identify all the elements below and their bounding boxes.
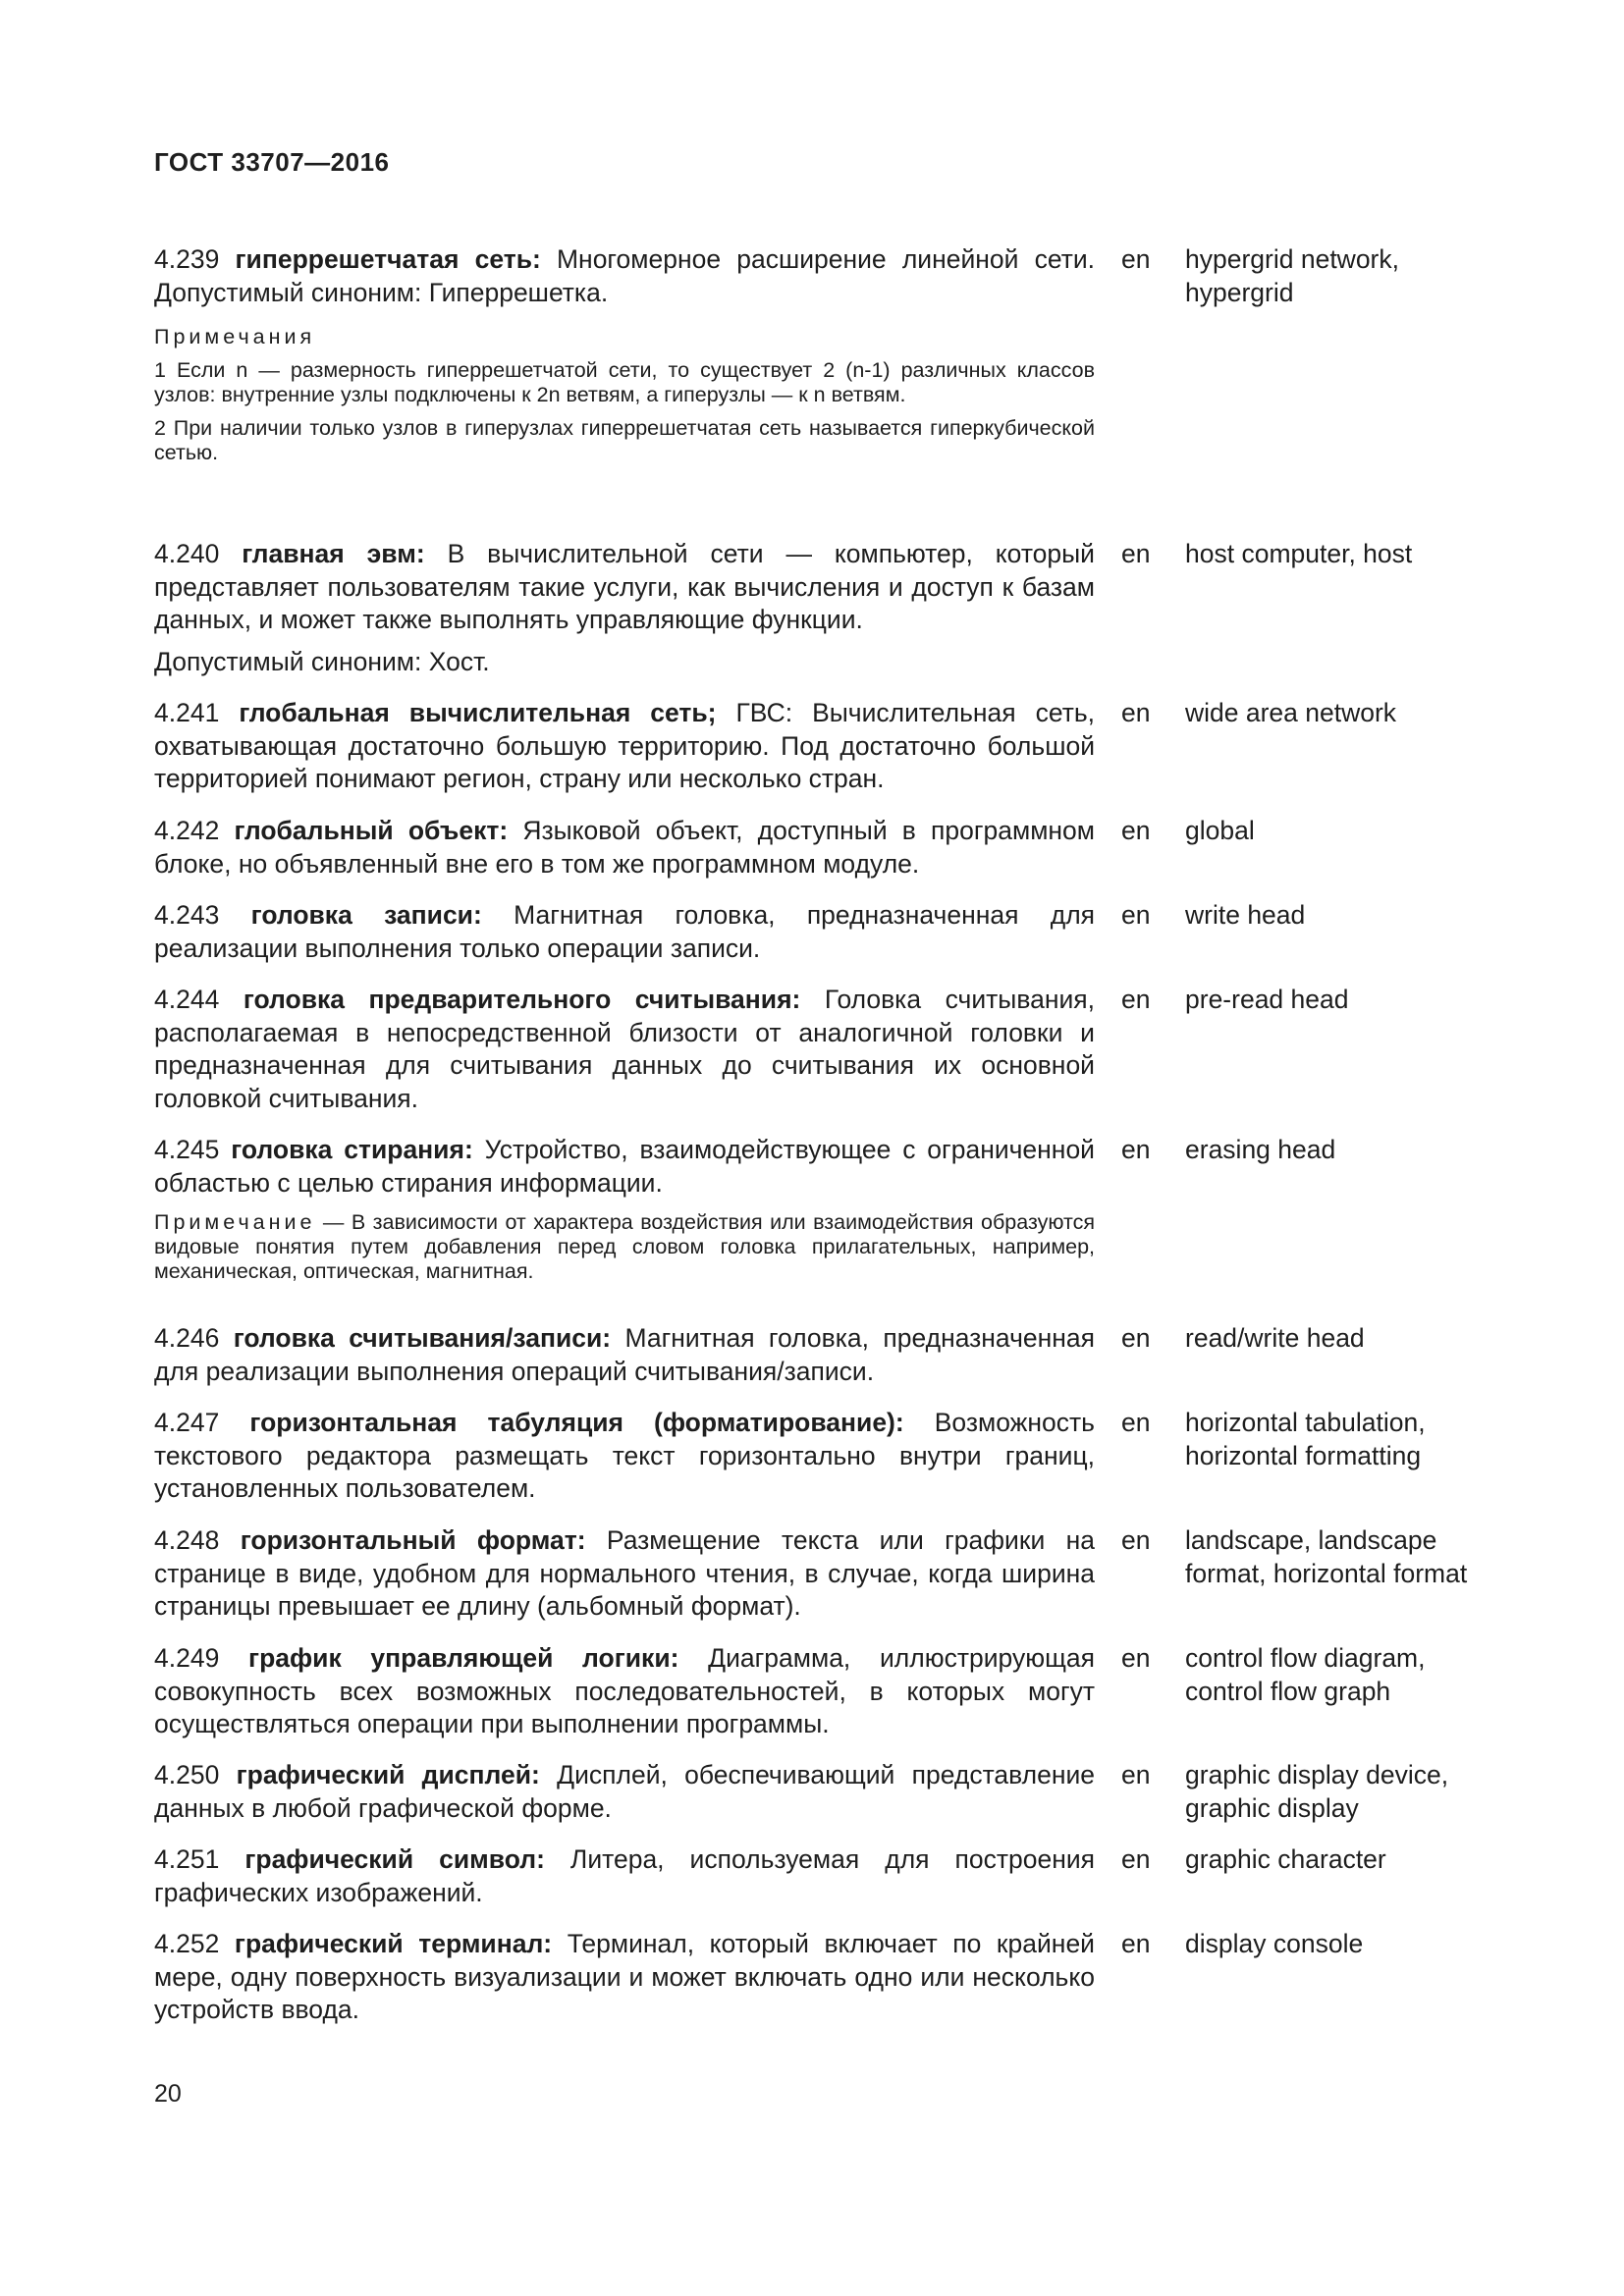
entry-definition-text: Литера, используемая для построения графических изображений. bbox=[154, 1844, 1095, 1907]
entry-definition-text: Магнитная головка, предназначенная для реализации выполнения только операции записи. bbox=[154, 900, 1096, 963]
entry-definition bbox=[154, 1759, 1095, 1825]
entry-en-term: horizontal tabulation, horizontal formatting bbox=[1185, 1408, 1426, 1470]
note-label: Примечание bbox=[154, 1210, 316, 1234]
entry-definition bbox=[154, 1642, 1095, 1741]
entry-notes bbox=[154, 325, 1095, 474]
entry-notes bbox=[154, 1210, 1095, 1293]
entry-lang: en bbox=[1121, 698, 1151, 727]
entry-term: графический символ: bbox=[244, 1844, 545, 1874]
entry-term: графический дисплей: bbox=[236, 1760, 540, 1789]
entry-definition-text: Терминал, который включает по крайней мере, одну поверхность визуализации и может включать одно или несколько устройств ввода. bbox=[154, 1929, 1095, 2024]
entry-en-term: graphic character bbox=[1185, 1844, 1386, 1874]
entry-definition-text: Языковой объект, доступный в программном блоке, но объявленный вне его в том же программном модуле. bbox=[154, 816, 1095, 879]
entry-definition bbox=[154, 243, 1095, 309]
entry-definition-text: Устройство, взаимодействующее с ограниченной областью с целью стирания информации. bbox=[154, 1135, 1095, 1198]
entry-number: 4.246 bbox=[154, 1323, 220, 1353]
entry-definition bbox=[154, 1322, 1095, 1388]
entry-lang: en bbox=[1121, 1135, 1151, 1164]
entry-definition bbox=[154, 899, 1095, 965]
entry-en-term: erasing head bbox=[1185, 1135, 1336, 1164]
entry-number: 4.239 bbox=[154, 244, 220, 274]
note-text: — В зависимости от характера воздействия или взаимодействия образуются видовые понятия путем добавления перед словом головка прилагательных, например, механическая, оптическая, магнитная. bbox=[154, 1210, 1095, 1283]
entry-lang: en bbox=[1121, 1525, 1151, 1555]
entry-term: главная эвм: bbox=[242, 539, 425, 568]
entry-definition bbox=[154, 1524, 1095, 1624]
entry-en-term: landscape, landscape format, horizontal format bbox=[1185, 1525, 1468, 1588]
entry-lang: en bbox=[1121, 816, 1151, 845]
entry-definition bbox=[154, 1134, 1095, 1200]
entry-definition bbox=[154, 815, 1095, 881]
entry-en-term: hypergrid network, hypergrid bbox=[1185, 244, 1399, 307]
note-item: 2 При наличии только узлов в гиперузлах гиперрешетчатая сеть называется гиперкубической сетью. bbox=[154, 416, 1095, 464]
note-item: 1 Если n — размерность гиперрешетчатой сети, то существует 2 (n-1) различных классов узлов: внутренние узлы подключены к 2n ветвям, а гиперузлы — к n ветвям. bbox=[154, 358, 1095, 406]
entry-number: 4.250 bbox=[154, 1760, 220, 1789]
entry-definition bbox=[154, 538, 1095, 678]
entry-definition bbox=[154, 1407, 1095, 1506]
entry-lang: en bbox=[1121, 1643, 1151, 1673]
entry-lang: en bbox=[1121, 1408, 1151, 1437]
entry-term: головка записи: bbox=[250, 900, 482, 930]
entry-definition-text: Диаграмма, иллюстрирующая совокупность всех возможных последовательностей, в которых могут осуществляться операции при выполнении программы. bbox=[154, 1643, 1095, 1738]
entry-en-term: read/write head bbox=[1185, 1323, 1365, 1353]
entry-number: 4.240 bbox=[154, 539, 220, 568]
page-number: 20 bbox=[154, 2080, 182, 2108]
entry-lang: en bbox=[1121, 244, 1151, 274]
entry-lang: en bbox=[1121, 900, 1151, 930]
notes-title: Примечания bbox=[154, 325, 316, 348]
entry-en-term: graphic display device, graphic display bbox=[1185, 1760, 1449, 1823]
entry-definition-text: В вычислительной сети — компьютер, который представляет пользователям такие услуги, как вычисления и доступ к базам данных, и может также выполнять управляющие функции. bbox=[154, 539, 1095, 634]
entry-term: графический терминал: bbox=[234, 1929, 553, 1958]
entry-definition bbox=[154, 1843, 1095, 1909]
entry-lang: en bbox=[1121, 985, 1151, 1014]
entry-definition bbox=[154, 697, 1095, 796]
entry-definition-text: Возможность текстового редактора размещать текст горизонтально внутри границ, установленных пользователем. bbox=[154, 1408, 1095, 1503]
entry-term: горизонтальный формат: bbox=[240, 1525, 586, 1555]
entry-number: 4.242 bbox=[154, 816, 220, 845]
entry-definition-text: Магнитная головка, предназначенная для реализации выполнения операций считывания/записи. bbox=[154, 1323, 1095, 1386]
entry-lang: en bbox=[1121, 539, 1151, 568]
entry-definition-text: Головка считывания, располагаемая в непосредственной близости от аналогичной головки и предназначенная для считывания данных до считывания их основной головкой считывания. bbox=[154, 985, 1095, 1113]
document-header: ГОСТ 33707—2016 bbox=[154, 147, 390, 177]
entry-lang: en bbox=[1121, 1929, 1151, 1958]
entry-number: 4.252 bbox=[154, 1929, 220, 1958]
entry-term: глобальная вычислительная сеть; bbox=[239, 698, 717, 727]
entry-synonym: Допустимый синоним: Хост. bbox=[154, 646, 490, 676]
entry-definition bbox=[154, 1928, 1095, 2027]
entry-number: 4.241 bbox=[154, 698, 220, 727]
entry-term: головка предварительного считывания: bbox=[243, 985, 801, 1014]
entry-en-term: host computer, host bbox=[1185, 539, 1413, 568]
entry-definition bbox=[154, 984, 1095, 1115]
entry-term: график управляющей логики: bbox=[248, 1643, 679, 1673]
entry-en-term: wide area network bbox=[1185, 698, 1397, 727]
entry-number: 4.248 bbox=[154, 1525, 220, 1555]
entry-term: горизонтальная табуляция (форматирование): bbox=[249, 1408, 904, 1437]
entry-en-term: pre-read head bbox=[1185, 985, 1349, 1014]
entry-lang: en bbox=[1121, 1760, 1151, 1789]
entry-en-term: control flow diagram, control flow graph bbox=[1185, 1643, 1426, 1706]
entry-term: головка стирания: bbox=[231, 1135, 473, 1164]
entry-term: глобальный объект: bbox=[234, 816, 509, 845]
entry-en-term: global bbox=[1185, 816, 1255, 845]
entry-en-term: display console bbox=[1185, 1929, 1364, 1958]
entry-definition-text: Многомерное расширение линейной сети. Допустимый синоним: Гиперрешетка. bbox=[154, 244, 1095, 307]
entry-number: 4.247 bbox=[154, 1408, 220, 1437]
entry-term: головка считывания/записи: bbox=[233, 1323, 612, 1353]
entry-number: 4.249 bbox=[154, 1643, 220, 1673]
entry-en-term: write head bbox=[1185, 900, 1306, 930]
entry-number: 4.245 bbox=[154, 1135, 220, 1164]
entry-number: 4.244 bbox=[154, 985, 220, 1014]
entry-definition-text: Дисплей, обеспечивающий представление данных в любой графической форме. bbox=[154, 1760, 1095, 1823]
entry-number: 4.243 bbox=[154, 900, 220, 930]
entry-definition-text: ГВС: Вычислительная сеть, охватывающая достаточно большую территорию. Под достаточно большой территорией понимают регион, страну или несколько стран. bbox=[154, 698, 1095, 793]
entry-term: гиперрешетчатая сеть: bbox=[235, 244, 541, 274]
entry-lang: en bbox=[1121, 1323, 1151, 1353]
entry-number: 4.251 bbox=[154, 1844, 220, 1874]
entry-definition-text: Размещение текста или графики на странице в виде, удобном для нормального чтения, в случае, когда ширина страницы превышает ее длину (альбомный формат). bbox=[154, 1525, 1095, 1621]
entry-lang: en bbox=[1121, 1844, 1151, 1874]
